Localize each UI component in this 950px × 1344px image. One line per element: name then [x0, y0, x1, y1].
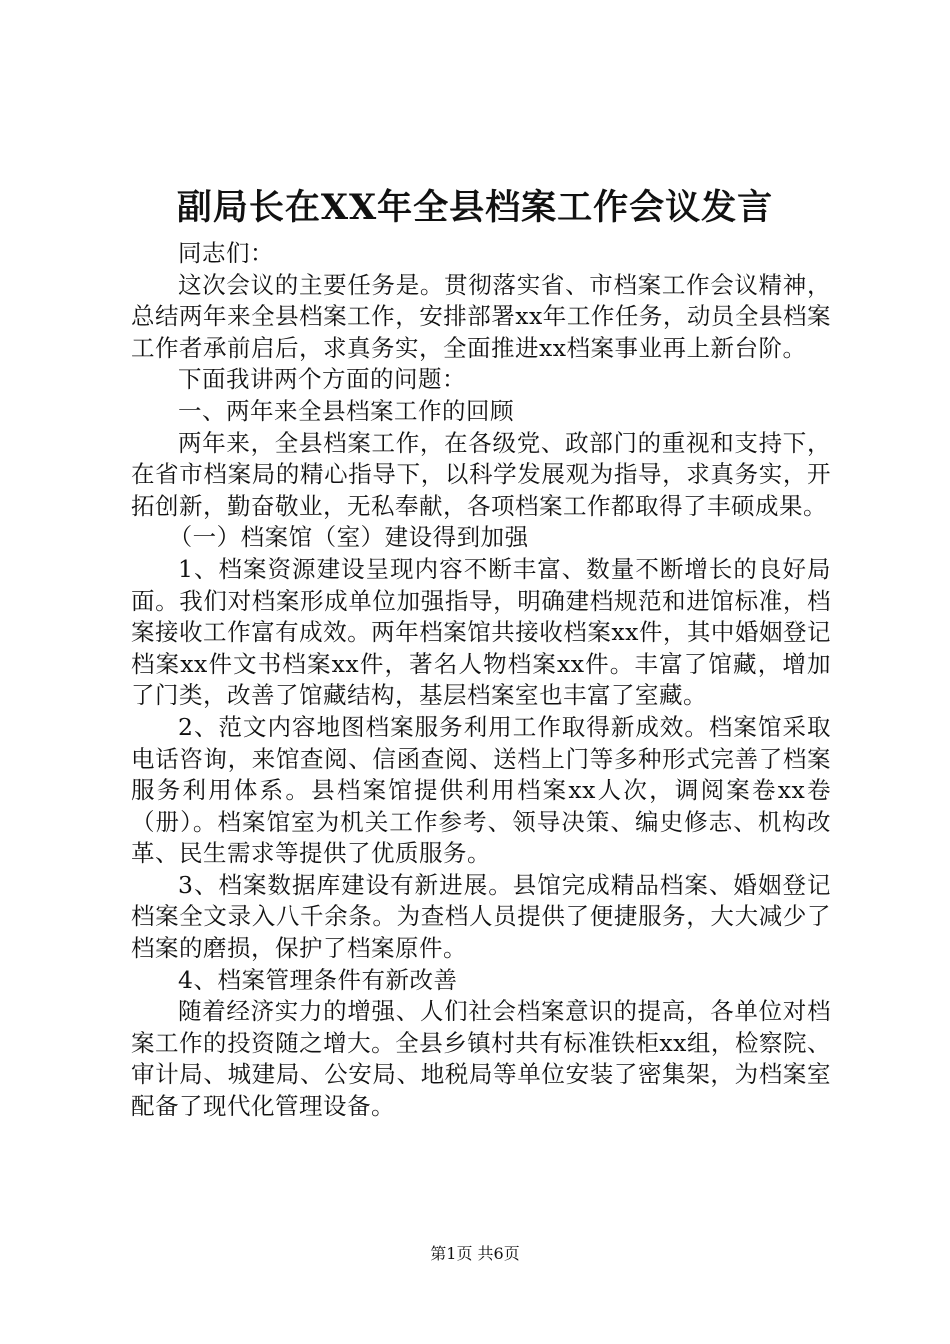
subsection-heading-archives: （一）档案馆（室）建设得到加强	[168, 523, 529, 552]
paragraph-item-4-heading: 4、档案管理条件有新改善	[178, 965, 458, 994]
paragraph-intro: 这次会议的主要任务是。贯彻落实省、市档案工作会议精神，总结两年来全县档案工作，安排部署xx年工作任务，动员全县档案工作者承前启后，求真务实，全面推进xx档案事业再上新台阶。	[131, 270, 831, 362]
document-body	[131, 238, 831, 1123]
paragraph-review-summary: 两年来，全县档案工作，在各级党、政部门的重视和支持下，在省市档案局的精心指导下，以科学发展观为指导，求真务实，开拓创新，勤奋敬业，无私奉献，各项档案工作都取得了丰硕成果。	[131, 428, 831, 520]
paragraph-outline: 下面我讲两个方面的问题：	[178, 365, 466, 394]
paragraph-item-4-body: 随着经济实力的增强、人们社会档案意识的提高，各单位对档案工作的投资随之增大。全县乡镇村共有标准铁柜xx组，检察院、审计局、城建局、公安局、地税局等单位安装了密集架，为档案室配备了现代化管理设备。	[131, 997, 831, 1121]
paragraph-item-3: 3、档案数据库建设有新进展。县馆完成精品档案、婚姻登记档案全文录入八千余条。为查档人员提供了便捷服务，大大减少了档案的磨损，保护了档案原件。	[131, 870, 831, 963]
paragraph-item-1: 1、档案资源建设呈现内容不断丰富、数量不断增长的良好局面。我们对档案形成单位加强指导，明确建档规范和进馆标准，档案接收工作富有成效。两年档案馆共接收档案xx件，其中婚姻登记档案xx件文书档案xx件，著名人物档案xx件。丰富了馆藏，增加了门类，改善了馆藏结构，基层档案室也丰富了室藏。	[131, 554, 831, 710]
paragraph-salutation: 同志们：	[178, 239, 274, 267]
section-heading-review: 一、两年来全县档案工作的回顾	[178, 396, 514, 425]
paragraph-item-2: 2、范文内容地图档案服务利用工作取得新成效。档案馆采取电话咨询，来馆查阅、信函查阅、送档上门等多种形式完善了档案服务利用体系。县档案馆提供利用档案xx人次，调阅案卷xx卷（册）。档案馆室为机关工作参考、领导决策、编史修志、机构改革、民生需求等提供了优质服务。	[131, 712, 831, 868]
document-title: 副局长在XX年全县档案工作会议发言	[176, 187, 774, 228]
page-number-footer: 第1页 共6页	[430, 1244, 520, 1263]
